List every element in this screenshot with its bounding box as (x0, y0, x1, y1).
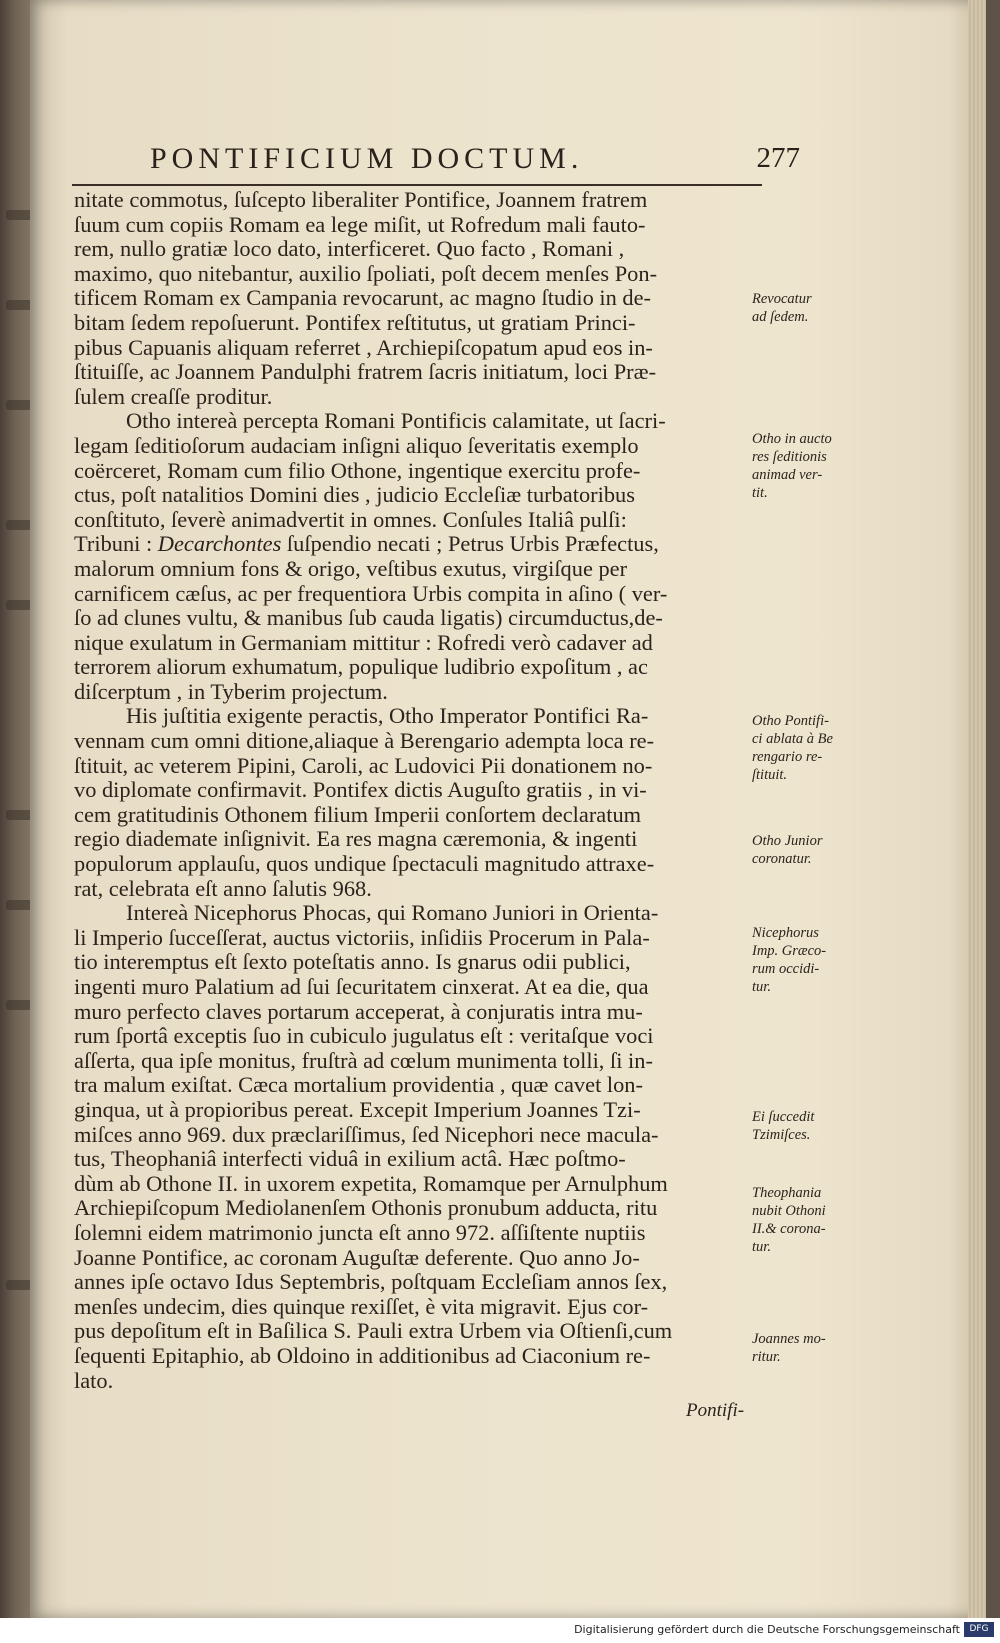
text-line: Joanne Pontifice, ac coronam Auguſtæ deferente. Quo anno Jo- (74, 1244, 640, 1270)
text-line: bitam ſedem repoſuerunt. Pontifex reſtitutus, ut gratiam Princi- (74, 309, 636, 335)
page-number: 277 (756, 142, 800, 174)
page-stack-edge (968, 0, 986, 1618)
text-line: cem gratitudinis Othonem filium Imperii conſortem declaratum (74, 801, 642, 827)
text-line: ſuum cum copiis Romam ea lege miſit, ut Rofredum mali fauto- (74, 211, 646, 237)
catchword: Pontifi- (686, 1400, 745, 1421)
text-line: dùm ab Othone II. in uxorem expetita, Romamque per Arnulphum (74, 1170, 668, 1196)
text-line: aſſerta, qua ipſe monitus, fruſtrà ad cœlum munimenta tolli, ſi in- (74, 1047, 653, 1073)
marginal-note-line: Tzimiſces. (752, 1127, 811, 1143)
marginal-note-line: nubit Othoni (752, 1203, 826, 1219)
marginal-note-tzimisces (752, 1108, 862, 1144)
text-line: coërceret, Romam cum filio Othone, ingentique exercitu profe- (74, 457, 641, 483)
running-title: PONTIFICIUM DOCTUM. (150, 142, 584, 175)
marginal-note-line: Ei ſuccedit (752, 1109, 815, 1125)
marginal-note-line: ci ablata à Be (752, 731, 833, 747)
text-line: Archiepiſcopum Mediolanenſem Othonis pronubum adducta, ritu (74, 1195, 658, 1221)
marginal-note-line: Revocatur (752, 291, 812, 307)
text-line: muro perfecto claves portarum acceperat, à conjuratis intra mu- (74, 998, 643, 1024)
text-line: tio interemptus eſt ſexto poteſtatis anno. Is gnarus odii publici, (74, 949, 631, 975)
marginal-note-line: ad ſedem. (752, 309, 809, 325)
text-line: ctus, poſt natalitios Domini dies , judicio Eccleſiæ turbatoribus (74, 482, 635, 508)
italic-word: Decarchontes (157, 531, 282, 557)
text-line: ſequenti Epitaphio, ab Oldoino in additionibus ad Ciaconium re- (74, 1342, 651, 1368)
text-line: vo diplomate confirmavit. Pontifex dictis Auguſto gratiis , in vi- (74, 777, 647, 803)
text-line: tificem Romam ex Campania revocarunt, ac magno ſtudio in de- (74, 285, 651, 311)
marginal-note-line: Otho in aucto (752, 431, 832, 447)
marginal-note-line: tit. (752, 485, 768, 501)
text-line: annes ipſe octavo Idus Septembris, poſtquam Eccleſiam annos ſex, (74, 1269, 668, 1295)
text-line: conſtituto, ſeverè animadvertit in omnes. Conſules Italiâ pulſi: (74, 506, 627, 532)
marginal-note-line: res ſeditionis (752, 449, 827, 465)
text-line: Tribuni : Decarchontes ſuſpendio necati ; Petrus Urbis Præfectus, (74, 531, 659, 557)
text-line: rum ſportâ exceptis ſuo in cubiculo jugulatus eſt : veritaſque voci (74, 1023, 654, 1049)
marginal-note-line: coronatur. (752, 851, 812, 867)
marginal-note-line: Theophania (752, 1185, 822, 1201)
marginal-note-revocatur (752, 290, 862, 326)
text-line: terrorem aliorum exhumatum, populique ludibrio expoſitum , ac (74, 654, 648, 680)
text-line: lato. (74, 1367, 114, 1393)
text-line: legam ſeditioſorum audaciam inſigni aliquo ſeveritatis exemplo (74, 432, 639, 458)
text-line: vennam cum omni ditione,aliaque à Berengario adempta loca re- (74, 728, 655, 754)
book-page (30, 0, 986, 1618)
marginal-note-line: tur. (752, 979, 771, 995)
text-line: ſtituiſſe, ac Joannem Pandulphi fratrem ſacris initiatum, loci Præ- (74, 359, 657, 385)
text-line: nique exulatum in Germaniam mittitur : Rofredi verò cadaver ad (74, 629, 653, 655)
marginal-note-line: Otho Junior (752, 833, 823, 849)
text-line: ginqua, ut à propioribus pereat. Excepit Imperium Joannes Tzi- (74, 1096, 641, 1122)
marginal-note-theophania (752, 1184, 862, 1256)
marginal-note-line: II.& corona- (752, 1221, 826, 1237)
text-line: maximo, quo nitebantur, auxilio ſpoliati, poſt decem menſes Pon- (74, 260, 658, 286)
marginal-note-otho-restituit (752, 712, 862, 784)
text-line: diſcerptum , in Tyberim projectum. (74, 678, 388, 704)
page-header (150, 142, 800, 182)
text-line: ſolemni eidem matrimonio juncta eſt anno 972. aſſiſtente nuptiis (74, 1219, 646, 1245)
text-line: tus, Theophaniâ interfecti viduâ in exilium actâ. Hæc poſtmo- (74, 1146, 626, 1172)
footer-bar (0, 1618, 1000, 1643)
text-line: rem, nullo gratiæ loco dato, interficeret. Quo facto , Romani , (74, 236, 625, 262)
text-line: menſes undecim, dies quinque rexiſſet, è vita migravit. Ejus cor- (74, 1293, 649, 1319)
marginal-note-otho-junior (752, 832, 862, 868)
text-line: rat, celebrata eſt anno ſalutis 968. (74, 875, 372, 901)
marginal-note-line: rum occidi- (752, 961, 820, 977)
marginal-note-line: animad ver- (752, 467, 823, 483)
header-rule (72, 184, 762, 186)
text-line: tra malum exiſtat. Cæca mortalium providentia , quæ cavet lon- (74, 1072, 643, 1098)
marginal-note-line: Imp. Græco- (752, 943, 827, 959)
text-line: carnificem cæſus, ac per frequentiora Urbis compita in aſino ( ver- (74, 580, 668, 606)
marginal-note-nicephorus (752, 924, 862, 996)
text-line: ſulem creaſſe proditur. (74, 383, 273, 409)
text-line: pibus Capuanis aliquam referret , Archiepiſcopatum apud eos in- (74, 334, 653, 360)
text-line: Otho intereà percepta Romani Pontificis calamitate, ut ſacri- (126, 408, 666, 434)
marginal-note-line: Joannes mo- (752, 1331, 826, 1347)
dfg-logo: DFG (964, 1622, 994, 1637)
marginal-note-line: Otho Pontifi- (752, 713, 829, 729)
text-line: Intereà Nicephorus Phocas, qui Romano Juniori in Orienta- (126, 900, 659, 926)
marginal-note-line: ſtituit. (752, 767, 788, 783)
marginal-note-otho-animadvertit (752, 430, 862, 502)
text-line: miſces anno 969. dux præclariſſimus, ſed Nicephori nece macula- (74, 1121, 659, 1147)
body-text (74, 188, 786, 1393)
text-line: ſo ad clunes vultu, & manibus ſub cauda ligatis) circumductus,de- (74, 605, 663, 631)
text-line: ſtituit, ac veterem Pipini, Caroli, ac Ludovici Pii donationem no- (74, 752, 653, 778)
text-line: populorum applauſu, quos undique ſpectaculi magnitudo attraxe- (74, 851, 655, 877)
marginal-note-line: tur. (752, 1239, 771, 1255)
text-line: nitate commotus, ſuſcepto liberaliter Pontifice, Joannem fratrem (74, 187, 648, 212)
marginal-note-line: ritur. (752, 1349, 781, 1365)
text-line: His juſtitia exigente peractis, Otho Imperator Pontifici Ra- (126, 703, 649, 729)
footer-credit: Digitalisierung gefördert durch die Deutsche Forschungsgemeinschaft (574, 1623, 960, 1636)
text-line: pus depoſitum eſt in Baſilica S. Pauli extra Urbem via Oſtienſi,cum (74, 1318, 673, 1344)
marginal-note-line: rengario re- (752, 749, 823, 765)
text-line: regio diademate inſignivit. Ea res magna cæremonia, & ingenti (74, 826, 638, 852)
text-line: ingenti muro Palatium ad ſui ſecuritatem cinxerat. At ea die, qua (74, 974, 649, 999)
text-line: li Imperio ſucceſſerat, auctus victoriis, inſidiis Procerum in Pala- (74, 924, 650, 950)
marginal-note-line: Nicephorus (752, 925, 819, 941)
marginal-note-joannes-moritur (752, 1330, 862, 1366)
text-line: malorum omnium fons & origo, veſtibus exutus, virgiſque per (74, 555, 628, 581)
